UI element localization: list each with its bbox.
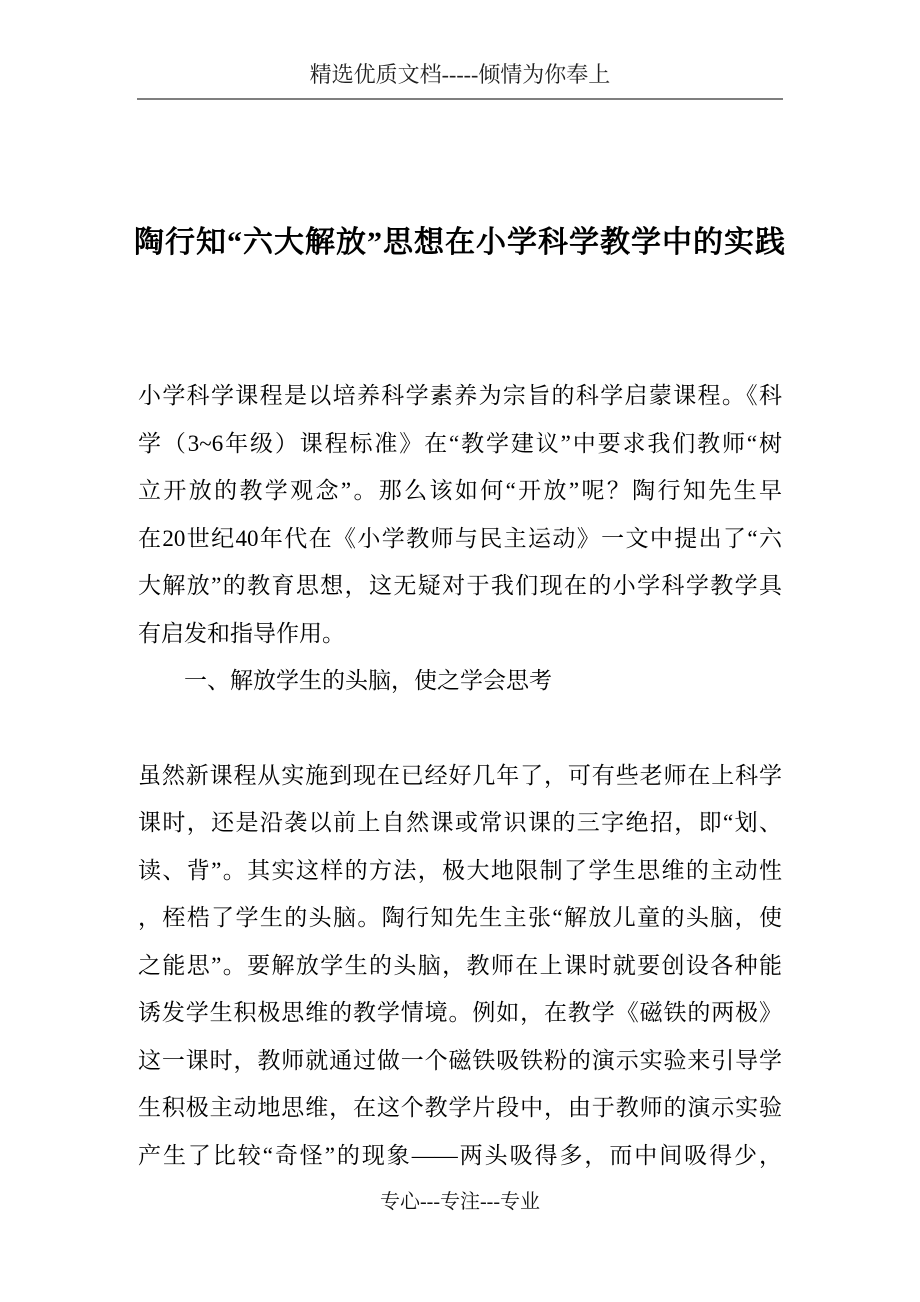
- paragraph: [138, 372, 782, 657]
- body-line: 有启发和指导作用。: [138, 620, 345, 646]
- body-line: 虽然新课程从实施到现在已经好几年了，可有些老师在上科学: [138, 762, 782, 788]
- body-line: 生积极主动地思维，在这个教学片段中，由于教师的演示实验: [138, 1095, 782, 1120]
- body-line: 学（3~6年级）课程标准》在“教学建议”中要求我们教师“树: [138, 430, 782, 456]
- paragraph: [138, 752, 782, 1180]
- body-line: 这一课时，教师就通过做一个磁铁吸铁粉的演示实验来引导学: [138, 1047, 782, 1073]
- page-header: [137, 0, 783, 100]
- section-heading: 一、解放学生的头脑，使之学会思考: [184, 668, 552, 693]
- body-line: 之能思”。要解放学生的头脑，教师在上课时就要创设各种能: [138, 952, 782, 978]
- body-line: 立开放的教学观念”。那么该如何“开放”呢？陶行知先生早: [138, 478, 782, 503]
- footer-text: 专心---专注---专业: [380, 1191, 540, 1213]
- body-line: 大解放”的教育思想，这无疑对于我们现在的小学科学教学具: [138, 573, 782, 598]
- body-line: 读、背”。其实这样的方法，极大地限制了学生思维的主动性: [138, 857, 782, 883]
- page-title: 陶行知“六大解放”思想在小学科学教学中的实践: [134, 226, 786, 259]
- body-line: 产生了比较“奇怪”的现象——两头吸得多，而中间吸得少，: [138, 1142, 782, 1168]
- header-text: 精选优质文档-----倾情为你奉上: [309, 62, 611, 87]
- body-line: 小学科学课程是以培养科学素养为宗旨的科学启蒙课程。《科: [138, 383, 782, 408]
- document-body: [138, 372, 782, 1179]
- page-footer: [0, 1189, 920, 1215]
- body-line: 课时，还是沿袭以前上自然课或常识课的三字绝招，即“划、: [138, 810, 782, 835]
- body-line: 诱发学生积极思维的教学情境。例如，在教学《磁铁的两极》: [138, 1000, 782, 1025]
- body-line: 在20世纪40年代在《小学教师与民主运动》一文中提出了“六: [138, 525, 782, 551]
- body-line: ，桎梏了学生的头脑。陶行知先生主张“解放儿童的头脑，使: [138, 905, 782, 930]
